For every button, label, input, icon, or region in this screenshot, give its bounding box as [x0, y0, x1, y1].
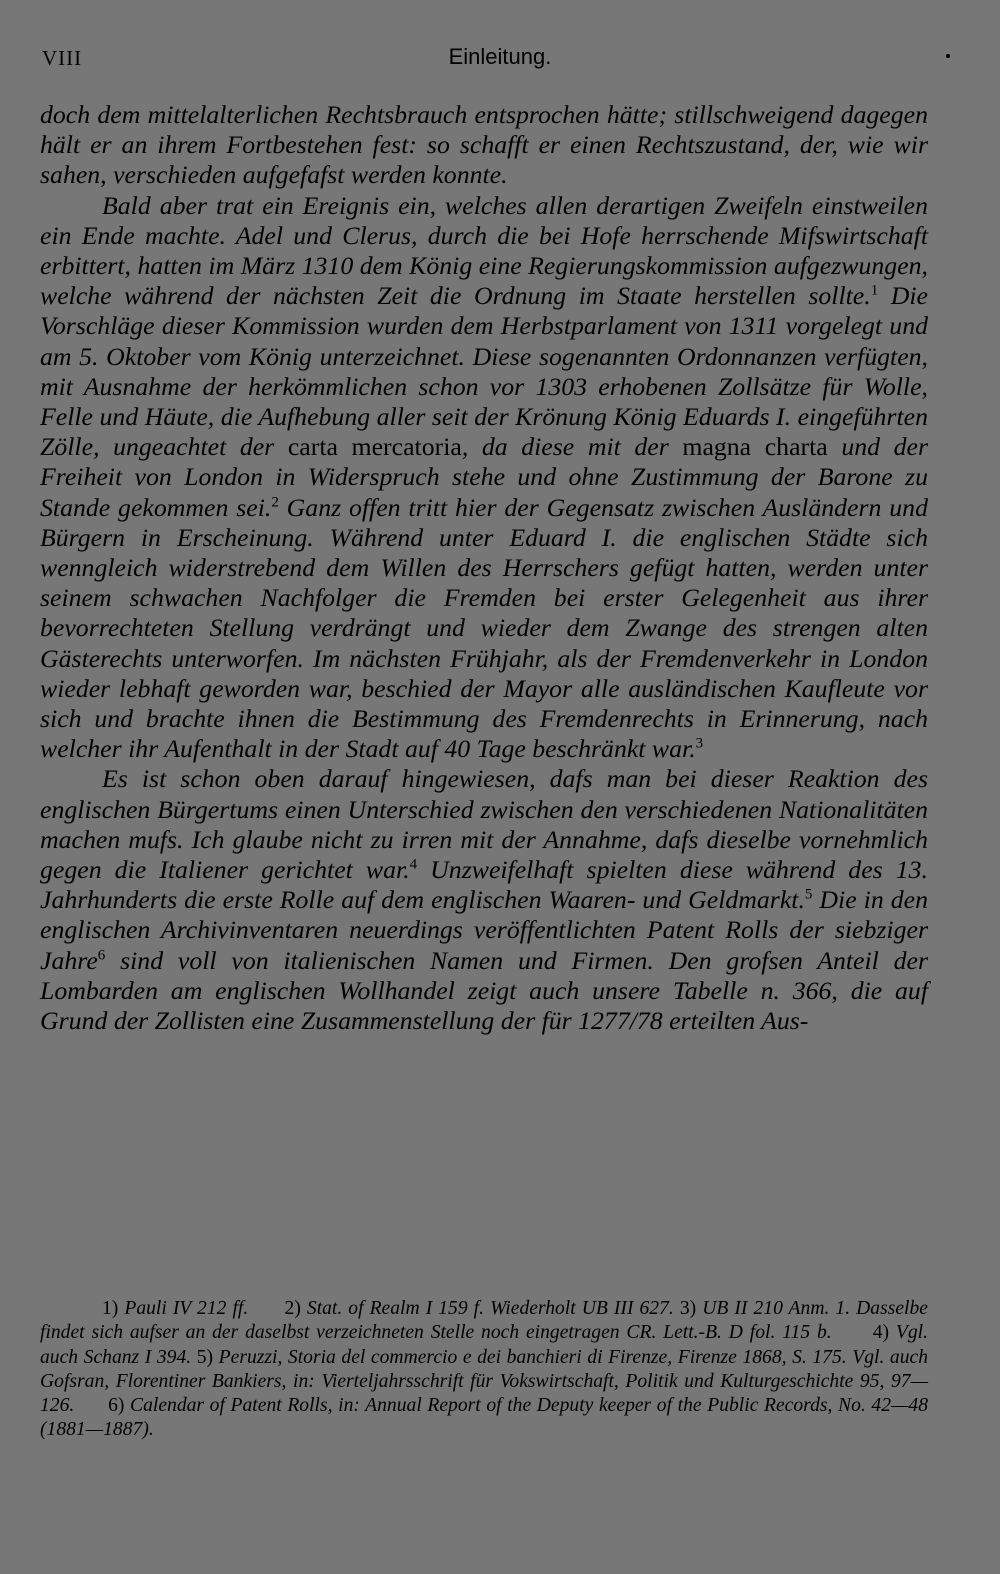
- paragraph-text: Es ist schon oben darauf hingewiesen, dafs man bei dieser Reaktion des englischen Bürgertums einen Unterschied zwischen den verschiedenen Nationalitäten machen mufs. Ich glaube nicht zu irren mit der Annahme, dafs dieselbe vornehmlich gegen die Italiener gerichtet war.: [40, 764, 928, 885]
- page-header: [40, 40, 960, 80]
- footnote-text: Vgl. auch Schanz I 394.: [40, 1322, 929, 1368]
- main-text: [40, 100, 928, 1036]
- paragraph-text: sind voll von italienischen Namen und Firmen. Den grofsen Anteil der Lombarden am englischen Wollhandel zeigt auch unsere Tabelle n. 366, die auf Grund der Zollisten eine Zusammenstellung der für 1277/78 erteilten Aus-: [40, 945, 928, 1036]
- footnote-number: 3): [679, 1298, 697, 1319]
- footnote-marker: 1: [870, 282, 879, 299]
- paragraph-text: Die in den englischen Archivinventaren neuerdings veröffentlichten Patent Rolls der siebziger Jahre: [40, 885, 928, 975]
- paragraph-ordinances: [40, 191, 928, 765]
- footnotes: [40, 1297, 928, 1443]
- footnote-text: UB II 210 Anm. 1. Dasselbe findet sich aufser an der daselbst verzeichneten Stelle noch eingetragen CR. Lett.-B. D fol. 115 b.: [40, 1298, 928, 1344]
- latin-term: carta mercatoria: [287, 432, 462, 462]
- paragraph-text: , da diese mit der: [461, 432, 683, 462]
- footnote-number: 4): [872, 1322, 890, 1344]
- footnote-text: Pauli IV 212 ff.: [124, 1298, 249, 1319]
- print-speck: [946, 54, 950, 58]
- footnote-number: 2): [284, 1298, 301, 1319]
- page-number: VIII: [42, 46, 83, 70]
- paragraph-text: Bald aber trat ein Ereignis ein, welches allen derartigen Zweifeln einstweilen ein Ende machte. Adel und Clerus, durch die bei Hofe herrschende Mifswirtschaft erbittert, hatten im März 1310 dem König eine Regierungskommission aufgezwungen, welche während der nächsten Zeit die Ordnung im Staate herstellen sollte.: [40, 190, 928, 311]
- footnote-text: Calendar of Patent Rolls, in: Annual Report of the Deputy keeper of the Public Records, No. 42—48 (1881—1887).: [40, 1395, 929, 1441]
- running-title: Einleitung.: [448, 44, 552, 69]
- paragraph-italians: [40, 764, 928, 1036]
- footnote-marker: 5: [804, 886, 813, 903]
- paragraph-text: doch dem mittelalterlichen Rechtsbrauch entsprochen hätte; stillschweigend dagegen hält er an ihrem Fortbestehen fest: so schafft er einen Rechtszustand, der, wie wir sahen, verschieden aufgefafst werden konnte.: [40, 100, 928, 190]
- latin-term: magna charta: [682, 432, 828, 462]
- footnote-marker: 2: [271, 494, 279, 511]
- footnote-number: 1): [102, 1298, 119, 1319]
- paragraph-text: Die Vorschläge dieser Kommission wurden dem Herbstparlament von 1311 vorgelegt und am 5. Oktober vom König unterzeichnet. Diese sogenannten Ordonnanzen verfügten, mit Ausnahme der herkömmlichen schon vor 1303 erhobenen Zollsätze für Wolle, Felle und Häute, die Aufhebung aller seit der Krönung König Eduards I. eingeführten Zölle, ungeachtet der: [40, 281, 928, 462]
- paragraph-continuation: [40, 100, 928, 191]
- footnote-marker: 3: [695, 735, 704, 752]
- paragraph-text: Unzweifelhaft spielten diese während des 13. Jahrhunderts die erste Rolle auf dem englischen Waaren- und Geldmarkt.: [40, 855, 928, 915]
- footnote-text: Peruzzi, Storia del commercio e dei banchieri di Firenze, Firenze 1868, S. 175. Vgl. auch Gofsran, Florentiner Bankiers, in: Vierteljahrsschrift für Vokswirtschaft, Politik und Kulturgeschichte 95, 97—126.: [40, 1346, 929, 1417]
- footnote-number: 6): [108, 1395, 125, 1417]
- paragraph-text: Ganz offen tritt hier der Gegensatz zwischen Ausländern und Bürgern in Erscheinung. Während unter Eduard I. die englischen Städte sich wenngleich widerstrebend dem Willen des Herrschers gefügt hatten, werden unter seinem schwachen Nachfolger die Fremden bei erster Gelegenheit aus ihrer bevorrechteten Stellung verdrängt und wieder dem Zwange des strengen alten Gästerechts unterworfen. Im nächsten Frühjahr, als der Fremdenverkehr in London wieder lebhaft geworden war, beschied der Mayor alle ausländischen Kaufleute vor sich und brachte ihnen die Bestimmung des Fremdenrechts in Erinnerung, nach welcher ihr Aufenthalt in der Stadt auf 40 Tage beschränkt war.: [40, 492, 928, 764]
- footnote-marker: 4: [409, 856, 418, 873]
- paragraph-text: und der Freiheit von London in Widerspruch stehe und ohne Zustimmung der Barone zu Stande gekommen sei.: [40, 432, 928, 522]
- footnote-number: 5): [196, 1346, 214, 1368]
- footnote-marker: 6: [97, 947, 106, 964]
- footnote-block: [40, 1297, 928, 1443]
- footnote-text: Stat. of Realm I 159 f. Wiederholt UB III 627.: [306, 1298, 674, 1319]
